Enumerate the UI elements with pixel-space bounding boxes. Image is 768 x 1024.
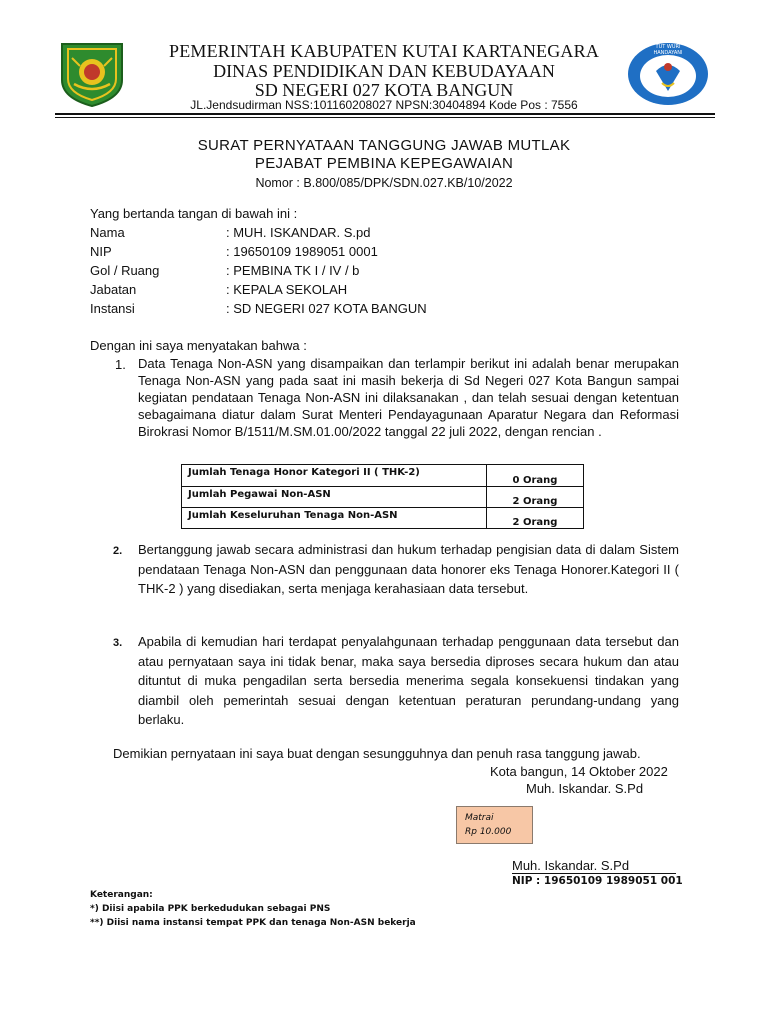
document-title: SURAT PERNYATAAN TANGGUNG JAWAB MUTLAK bbox=[197, 137, 571, 154]
point-number: 1. bbox=[115, 357, 126, 372]
table-cell-label: Jumlah Keseluruhan Tenaga Non-ASN bbox=[182, 508, 487, 529]
table-row bbox=[182, 508, 584, 529]
identity-value-rank: : PEMBINA TK I / IV / b bbox=[226, 263, 360, 278]
letterhead-school: SD NEGERI 027 KOTA BANGUN bbox=[254, 80, 514, 100]
point-text: Data Tenaga Non-ASN yang disampaikan dan terlampir berikut ini adalah benar merupakan Tenaga Non-ASN yang pada saat ini masih bekerja di Sd Negeri 027 Kota Bangun sampai kegiatan pendataan Tenaga Non-ASN ini dilaksanakan , dan telah sesuai dengan ketentuan sebagaimana diatur dalam Surat Menteri Pendayagunaan Aparatur Negara dan Reformasi Birokrasi Nomor B/1511/M.SM.01.00/2022 tanggal 22 juli 2022, dengan rencian . bbox=[138, 356, 679, 439]
table-cell-value: 2 Orang bbox=[487, 487, 584, 508]
identity-value-nip: : 19650109 1989051 0001 bbox=[226, 244, 378, 259]
point-text: Bertanggung jawab secara administrasi dan hukum terhadap pengisian data di dalam Sistem pendataan Tenaga Non-ASN dan penggunaan data honorer eks Tenaga Honorer.Kategori II ( THK-2 ) yang disediakan, serta menjaga kerahasiaan data tersebut. bbox=[138, 542, 679, 596]
letterhead-address: JL.Jendsudirman NSS:101160208027 NPSN:30404894 Kode Pos : 7556 bbox=[190, 98, 578, 112]
place-date: Kota bangun, 14 Oktober 2022 bbox=[490, 764, 668, 779]
note-item: *) Diisi apabila PPK berkedudukan sebagai PNS bbox=[90, 904, 331, 914]
stamp-duty-label: Matrai bbox=[465, 813, 494, 823]
identity-label-position: Jabatan bbox=[90, 282, 137, 297]
table-row bbox=[182, 465, 584, 487]
table-row bbox=[182, 487, 584, 508]
letterhead-department: DINAS PENDIDIKAN DAN KEBUDAYAAN bbox=[213, 61, 555, 81]
note-item: **) Diisi nama instansi tempat PPK dan tenaga Non-ASN bekerja bbox=[90, 918, 416, 928]
signer-name-top: Muh. Iskandar. S.Pd bbox=[526, 781, 644, 796]
document-subtitle: PEJABAT PEMBINA KEPEGAWAIAN bbox=[254, 155, 514, 172]
identity-label-nip: NIP bbox=[90, 244, 112, 259]
identity-value-position: : KEPALA SEKOLAH bbox=[226, 282, 348, 297]
identity-value-agency: : SD NEGERI 027 KOTA BANGUN bbox=[226, 301, 427, 316]
signature-underline bbox=[512, 873, 676, 874]
identity-label-agency: Instansi bbox=[90, 301, 135, 316]
signer-nip: NIP : 19650109 1989051 001 bbox=[512, 875, 683, 887]
signer-name: Muh. Iskandar. S.Pd bbox=[512, 858, 630, 873]
table-cell-label: Jumlah Pegawai Non-ASN bbox=[182, 487, 487, 508]
identity-label-rank: Gol / Ruang bbox=[90, 263, 160, 278]
closing-text: Demikian pernyataan ini saya buat dengan sesungguhnya dan penuh rasa tanggung jawab. bbox=[113, 746, 641, 761]
stamp-duty-amount: Rp 10.000 bbox=[465, 827, 512, 837]
notes-heading: Keterangan: bbox=[90, 890, 153, 900]
intro-text: Yang bertanda tangan di bawah ini : bbox=[90, 206, 298, 221]
tut-wuri-handayani-caption: TUT WURI HANDAYANI bbox=[653, 44, 683, 56]
table-cell-label: Jumlah Tenaga Honor Kategori II ( THK-2) bbox=[182, 465, 487, 487]
document-number: Nomor : B.800/085/DPK/SDN.027.KB/10/2022 bbox=[255, 176, 513, 190]
stamp-duty-box bbox=[456, 806, 533, 844]
point-number: 2. bbox=[113, 545, 123, 557]
table-cell-value: 0 Orang bbox=[487, 465, 584, 487]
letterhead-divider-thin bbox=[55, 117, 715, 118]
identity-label-name: Nama bbox=[90, 225, 125, 240]
point-text: Apabila di kemudian hari terdapat penyalahgunaan terhadap penggunaan data tersebut dan atau pernyataan saya ini tidak benar, maka saya bersedia diproses secara hukum dan atau dituntut di muka pengadilan serta bersedia menerima segala konsekuensi tindakan yang diambil oleh pemerintah sesuai dengan ketentuan peraturan perundang-undang yang berlaku. bbox=[138, 634, 679, 727]
letterhead-government: PEMERINTAH KABUPATEN KUTAI KARTANEGARA bbox=[168, 41, 600, 61]
table-cell-value: 2 Orang bbox=[487, 508, 584, 529]
identity-value-name: : MUH. ISKANDAR. S.pd bbox=[226, 225, 371, 240]
letterhead-divider-thick bbox=[55, 113, 715, 115]
summary-table bbox=[181, 464, 584, 529]
statement-intro: Dengan ini saya menyatakan bahwa : bbox=[90, 338, 307, 353]
point-number: 3. bbox=[113, 637, 123, 649]
